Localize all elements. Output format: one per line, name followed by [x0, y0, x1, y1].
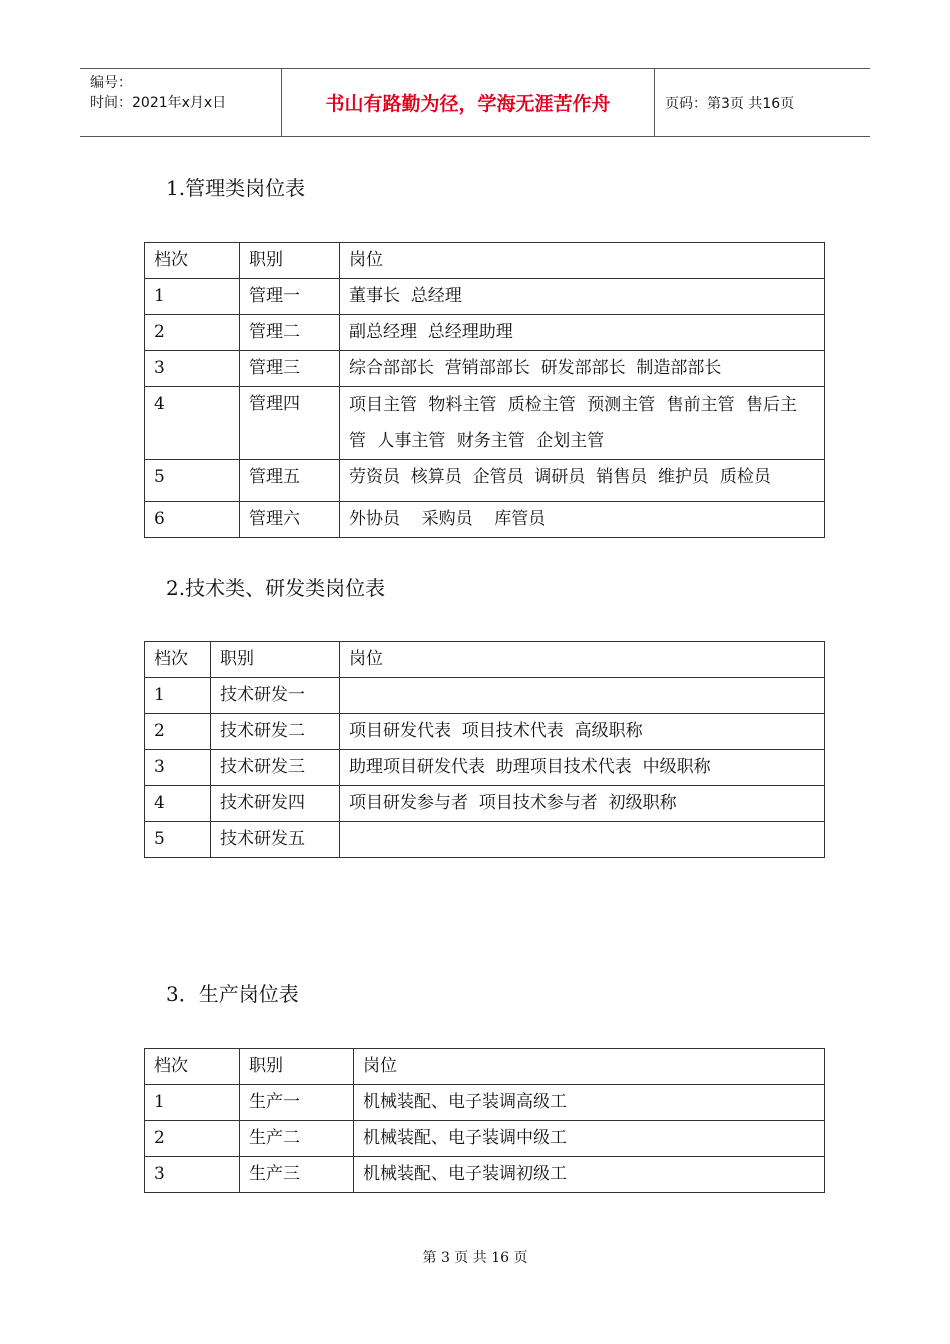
table-cell: 机械装配、电子装调高级工	[354, 1085, 825, 1121]
table-cell: 3	[145, 351, 240, 387]
table-cell: 4	[145, 786, 211, 822]
table-cell: 技术研发四	[211, 786, 340, 822]
table-cell: 4	[145, 387, 240, 460]
page-header	[80, 68, 870, 137]
table-cell: 1	[145, 279, 240, 315]
table-cell: 5	[145, 460, 240, 502]
table-row	[145, 351, 825, 387]
table-row	[145, 502, 825, 538]
header-motto: 书山有路勤为径，学海无涯苦作舟	[282, 69, 655, 136]
table-cell: 生产二	[240, 1121, 354, 1157]
table-header-row	[145, 1049, 825, 1085]
time-label: 时间：2021年x月x日	[90, 95, 227, 111]
table-row	[145, 714, 825, 750]
table-cell: 2	[145, 714, 211, 750]
table-cell: 技术研发一	[211, 678, 340, 714]
column-header: 档次	[145, 642, 211, 678]
table-row	[145, 822, 825, 858]
table-row	[145, 1121, 825, 1157]
table-cell: 6	[145, 502, 240, 538]
table-row	[145, 750, 825, 786]
table-cell: 助理项目研发代表 助理项目技术代表 中级职称	[340, 750, 825, 786]
section-title-management: 1.管理类岗位表	[166, 176, 306, 200]
section-title-tech: 2.技术类、研发类岗位表	[166, 576, 386, 600]
table-cell: 5	[145, 822, 211, 858]
table-row	[145, 1157, 825, 1193]
table-row	[145, 279, 825, 315]
column-header: 档次	[145, 243, 240, 279]
column-header: 职别	[240, 243, 340, 279]
table-row	[145, 678, 825, 714]
table-row	[145, 387, 825, 460]
table-cell: 3	[145, 750, 211, 786]
table-cell: 项目研发参与者 项目技术参与者 初级职称	[340, 786, 825, 822]
page-footer: 第 3 页 共 16 页	[422, 1250, 528, 1266]
table-row	[145, 786, 825, 822]
table-cell: 2	[145, 1121, 240, 1157]
column-header: 职别	[240, 1049, 354, 1085]
table-cell: 外协员 采购员 库管员	[340, 502, 825, 538]
table-cell: 生产三	[240, 1157, 354, 1193]
management-table	[144, 242, 825, 538]
production-table	[144, 1048, 825, 1193]
table-cell: 管理五	[240, 460, 340, 502]
number-label: 编号：	[90, 75, 132, 91]
table-cell	[340, 822, 825, 858]
table-cell: 管理三	[240, 351, 340, 387]
table-header-row	[145, 642, 825, 678]
table-cell: 管理四	[240, 387, 340, 460]
table-cell: 项目研发代表 项目技术代表 高级职称	[340, 714, 825, 750]
table-row	[145, 1085, 825, 1121]
table-cell: 机械装配、电子装调初级工	[354, 1157, 825, 1193]
column-header: 职别	[211, 642, 340, 678]
table-cell: 副总经理 总经理助理	[340, 315, 825, 351]
table-cell: 管理六	[240, 502, 340, 538]
column-header: 岗位	[340, 243, 825, 279]
table-cell: 技术研发二	[211, 714, 340, 750]
column-header: 档次	[145, 1049, 240, 1085]
table-cell: 综合部部长 营销部部长 研发部部长 制造部部长	[340, 351, 825, 387]
table-cell: 1	[145, 1085, 240, 1121]
table-cell: 生产一	[240, 1085, 354, 1121]
header-meta	[80, 69, 282, 136]
table-cell: 劳资员 核算员 企管员 调研员 销售员 维护员 质检员	[340, 460, 825, 502]
table-row	[145, 315, 825, 351]
table-cell: 技术研发三	[211, 750, 340, 786]
section-title-production: 3．生产岗位表	[166, 982, 299, 1006]
table-cell: 3	[145, 1157, 240, 1193]
tech-table	[144, 641, 825, 858]
table-row	[145, 460, 825, 502]
column-header: 岗位	[354, 1049, 825, 1085]
table-cell: 管理一	[240, 279, 340, 315]
table-cell: 项目主管 物料主管 质检主管 预测主管 售前主管 售后主管 人事主管 财务主管 企划主管	[340, 387, 825, 460]
column-header: 岗位	[340, 642, 825, 678]
table-cell: 2	[145, 315, 240, 351]
table-cell: 机械装配、电子装调中级工	[354, 1121, 825, 1157]
table-cell: 董事长 总经理	[340, 279, 825, 315]
table-cell	[340, 678, 825, 714]
table-cell: 1	[145, 678, 211, 714]
table-cell: 管理二	[240, 315, 340, 351]
header-page-info: 页码：第3页 共16页	[665, 95, 795, 112]
table-cell: 技术研发五	[211, 822, 340, 858]
table-header-row	[145, 243, 825, 279]
